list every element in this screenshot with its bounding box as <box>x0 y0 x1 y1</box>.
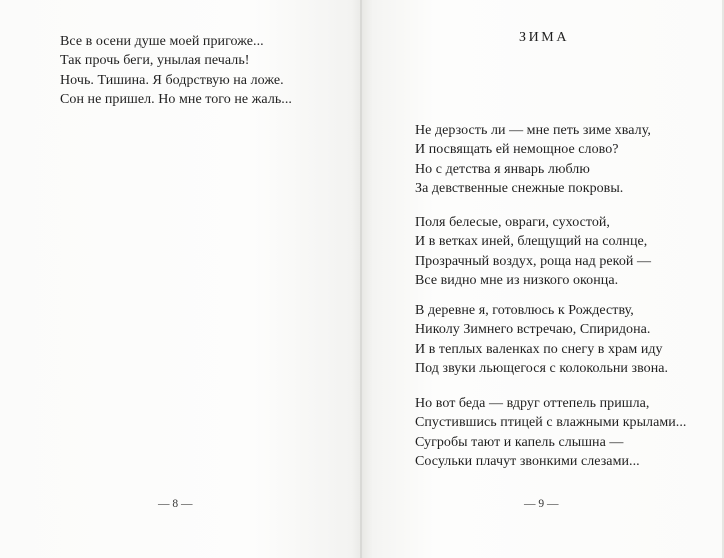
poem-line: Но с детства я январь люблю <box>415 161 590 177</box>
right-stanza-4 <box>415 394 686 471</box>
poem-line: Не дерзость ли — мне петь зиме хвалу, <box>415 123 651 138</box>
poem-line: Поля белесые, овраги, сухостой, <box>415 215 610 230</box>
poem-line: И в ветках иней, блещущий на солнце, <box>415 234 648 250</box>
right-stanza-3 <box>415 301 668 378</box>
poem-line: Под звуки льющегося с колокольни звона. <box>415 360 669 376</box>
poem-line: Все в осени душе моей пригоже... <box>60 34 264 49</box>
poem-title: ЗИМА <box>518 30 570 45</box>
right-stanza-1 <box>415 121 651 198</box>
poem-line: И в теплых валенках по снегу в храм иду <box>415 341 663 357</box>
page-number-left: — 8 — <box>158 498 193 510</box>
poem-line: Но вот беда — вдруг оттепель пришла, <box>415 396 650 411</box>
poem-line: И посвящать ей немощное слово? <box>415 142 619 158</box>
poem-line: Так прочь беги, унылая печаль! <box>60 53 250 69</box>
poem-line: Сон не пришел. Но мне того не жаль... <box>60 91 292 107</box>
poem-line: В деревне я, готовлюсь к Рождеству, <box>415 303 634 318</box>
left-stanza-1 <box>60 32 292 109</box>
poem-line: Николу Зимнего встречаю, Спиридона. <box>415 322 651 338</box>
poem-line: Сосульки плачут звонкими слезами... <box>415 453 640 469</box>
poem-line: Спустившись птицей с влажными крылами... <box>415 415 687 431</box>
poem-line: Ночь. Тишина. Я бодрствую на ложе. <box>60 72 284 88</box>
page-number-right: — 9 — <box>524 498 559 510</box>
poem-line: Сугробы тают и капель слышна — <box>415 434 624 450</box>
right-stanza-2 <box>415 213 651 290</box>
poem-line: Прозрачный воздух, роща над рекой — <box>415 253 652 269</box>
poem-line: За девственные снежные покровы. <box>415 180 624 196</box>
poem-line: Все видно мне из низкого оконца. <box>415 272 619 288</box>
